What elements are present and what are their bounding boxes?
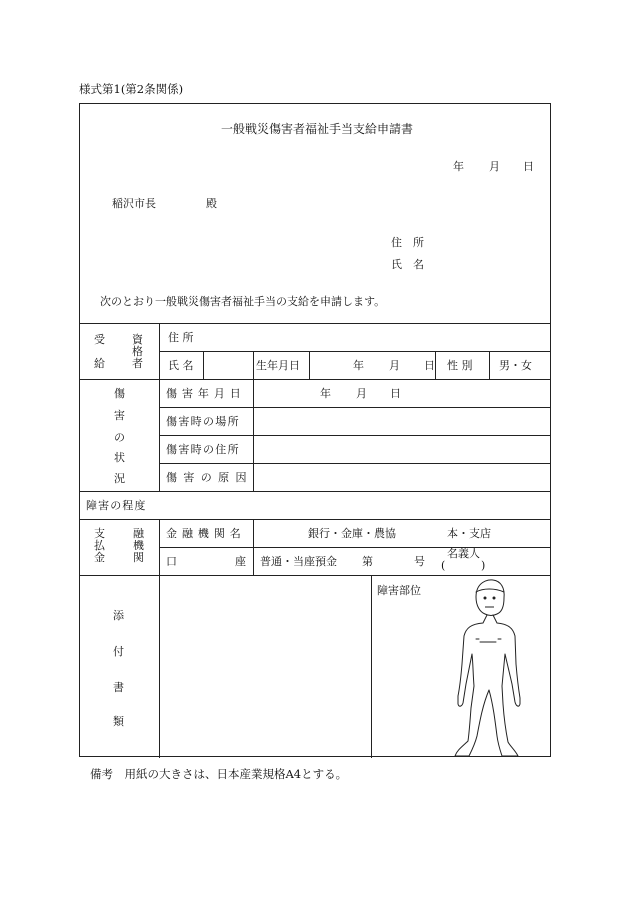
recipient-address-label: 住 所 [168, 331, 194, 344]
holder-paren-open: ( [441, 559, 446, 572]
disability-site-label: 障害部位 [377, 584, 421, 597]
rule [80, 379, 550, 380]
account-label-first: 口 [166, 555, 177, 568]
date-month: 月 [489, 160, 500, 173]
body-eye-right [493, 597, 496, 600]
payment-label-right: 関 [133, 551, 144, 564]
size-note: 備考 用紙の大きさは、日本産業規格A4とする。 [90, 767, 348, 781]
recipient-label-kyu: 給 [94, 357, 105, 370]
addressee-honorific: 殿 [206, 197, 217, 210]
recipient-label-kaku: 格 [132, 345, 143, 358]
body-torso-outline [455, 615, 520, 756]
rule [253, 351, 254, 491]
payment-label-left: 金 [94, 551, 105, 564]
rule [371, 575, 372, 758]
injury-label-char: 害 [114, 409, 125, 422]
injury-label-char: 状 [114, 451, 125, 464]
birth-month: 月 [389, 359, 400, 372]
rule [80, 491, 550, 492]
birthdate-label: 生年月日 [256, 359, 300, 372]
attachments-label-char: 添 [113, 609, 124, 622]
recipient-label-shi: 資 [132, 333, 143, 346]
attachments-label-char: 付 [113, 645, 124, 658]
rule [253, 519, 254, 575]
rule [160, 351, 550, 352]
body-eye-left [484, 597, 487, 600]
body-diagram [435, 572, 540, 756]
holder-paren-close: ) [481, 559, 486, 572]
recipient-label-uke: 受 [94, 333, 105, 346]
institution-name-label: 金融機関名 [166, 527, 246, 540]
applicant-address-label: 住 所 [391, 236, 424, 249]
rule [159, 323, 160, 491]
rule [160, 463, 550, 464]
birth-day: 日 [424, 359, 435, 372]
injury-day: 日 [390, 387, 401, 400]
attachments-label-char: 類 [113, 715, 124, 728]
institution-types: 銀行・金庫・農協 [308, 527, 396, 540]
recipient-label-sha: 者 [132, 357, 143, 370]
gender-options: 男・女 [499, 359, 532, 372]
rule [203, 351, 204, 379]
gender-label: 性 別 [447, 359, 473, 372]
account-number-prefix: 第 [362, 555, 373, 568]
injury-year: 年 [320, 387, 331, 400]
body-head [476, 580, 504, 616]
rule [160, 435, 550, 436]
rule [160, 547, 550, 548]
form-id: 様式第1(第2条関係) [79, 82, 184, 96]
date-day: 日 [523, 160, 534, 173]
injury-date-label: 傷害年月日 [166, 387, 246, 400]
body-cap-line [476, 589, 504, 592]
rule [160, 407, 550, 408]
attachments-label-char: 書 [113, 681, 124, 694]
injury-label-char: 傷 [114, 387, 125, 400]
payment-label-left: 払 [94, 539, 105, 552]
recipient-name-label: 氏 名 [168, 359, 194, 372]
rule [80, 519, 550, 520]
applicant-name-label: 氏 名 [391, 258, 424, 271]
rule [80, 323, 550, 324]
injury-place-label: 傷害時の場所 [166, 415, 240, 428]
account-types: 普通・当座預金 [260, 555, 337, 568]
account-number-suffix: 号 [414, 555, 425, 568]
rule [489, 351, 490, 379]
application-form [79, 103, 551, 757]
injury-label-char: の [114, 431, 125, 444]
holder-label: 名義人 [447, 547, 480, 560]
date-year: 年 [453, 160, 464, 173]
payment-label-right: 機 [133, 539, 144, 552]
payment-label-right: 融 [133, 527, 144, 540]
account-label-second: 座 [235, 555, 246, 568]
addressee-mayor: 稲沢市長 [112, 197, 156, 210]
request-statement: 次のとおり一般戦災傷害者福祉手当の支給を申請します。 [100, 295, 386, 308]
branch-types: 本・支店 [447, 527, 491, 540]
birth-year: 年 [353, 359, 364, 372]
form-title: 一般戦災傷害者福祉手当支給申請書 [221, 122, 414, 136]
injury-cause-label: 傷害の原因 [166, 471, 253, 484]
rule [309, 351, 310, 379]
injury-label-char: 況 [114, 472, 125, 485]
rule [435, 351, 436, 379]
payment-label-left: 支 [94, 527, 105, 540]
rule [159, 519, 160, 758]
disability-degree-label: 障害の程度 [86, 499, 147, 512]
injury-month: 月 [356, 387, 367, 400]
injury-residence-label: 傷害時の住所 [166, 443, 240, 456]
